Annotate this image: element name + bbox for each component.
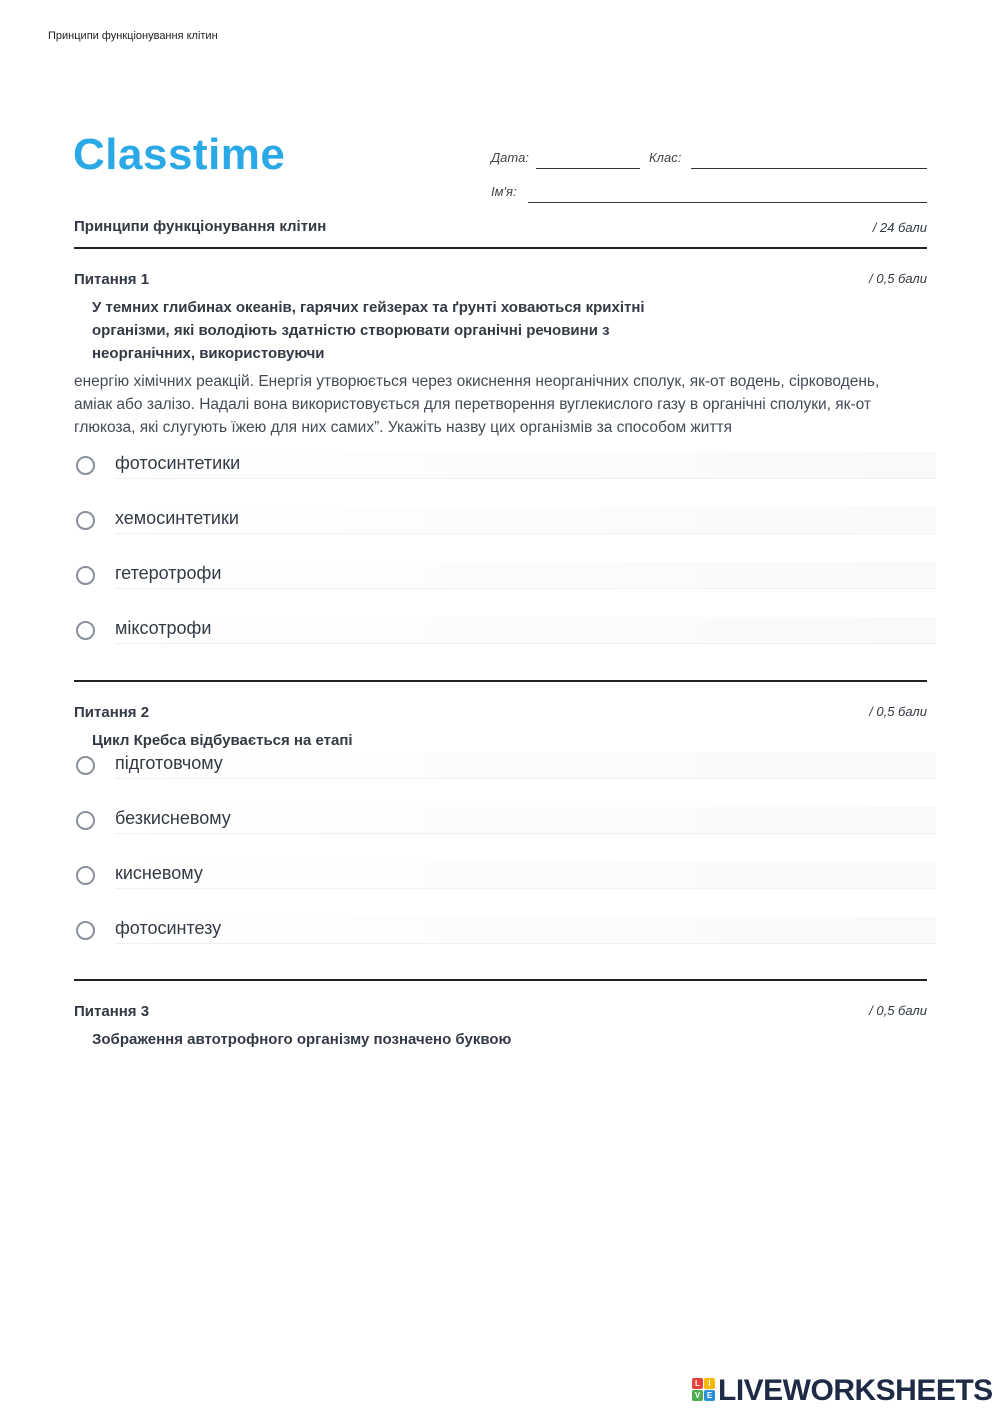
radio-button[interactable]	[76, 566, 95, 585]
option-label: кисневому	[115, 863, 203, 883]
question-2-option-2[interactable]	[74, 807, 936, 841]
radio-button[interactable]	[76, 511, 95, 530]
question-3-points: / 0,5 бали	[869, 1003, 927, 1018]
question-1-option-1[interactable]	[74, 452, 936, 486]
stem-line: організми, які володіють здатністю створювати органічні речовини з	[92, 322, 610, 339]
worksheet-title: Принципи функціонування клітин	[74, 218, 327, 235]
stem-line: У темних глибинах океанів, гарячих гейзерах та ґрунті ховаються крихітні	[92, 299, 645, 316]
radio-button[interactable]	[76, 756, 95, 775]
body-line: аміак або залізо. Надалі вона використовується для перетворення вуглекислого газу в органічні сполуки, як-от	[74, 396, 871, 413]
option-label: підготовчому	[115, 753, 223, 773]
question-3-stem: Зображення автотрофного організму позначено буквою	[92, 1031, 512, 1048]
name-label: Ім'я:	[491, 184, 517, 199]
question-2-option-4[interactable]	[74, 917, 936, 951]
question-2-points: / 0,5 бали	[869, 704, 927, 719]
question-2-option-3[interactable]	[74, 862, 936, 896]
date-label: Дата:	[491, 150, 529, 165]
question-1-points: / 0,5 бали	[869, 271, 927, 286]
question-1-body	[74, 370, 934, 439]
option-label: фотосинтезу	[115, 918, 222, 938]
body-line: глюкоза, які слугують їжею для них самих”. Укажіть назву цих організмів за способом життя	[74, 419, 733, 436]
body-line: енергію хімічних реакцій. Енергія утворюється через окиснення неорганічних сполук, як-от водень, сірководень,	[74, 373, 880, 390]
option-bar	[115, 752, 936, 779]
divider	[74, 979, 927, 981]
date-field[interactable]	[536, 168, 640, 169]
logo-block: E	[704, 1390, 715, 1401]
question-2-option-1[interactable]	[74, 752, 936, 786]
classtime-logo: Classtime	[73, 130, 286, 179]
radio-button[interactable]	[76, 921, 95, 940]
option-bar	[115, 917, 936, 944]
divider	[74, 680, 927, 682]
running-title: Принципи функціонування клітин	[48, 30, 218, 42]
class-label: Клас:	[649, 150, 682, 165]
logo-block: I	[704, 1378, 715, 1389]
radio-button[interactable]	[76, 621, 95, 640]
total-points: / 24 бали	[872, 220, 927, 235]
class-field[interactable]	[691, 168, 927, 169]
question-1-title: Питання 1	[74, 271, 150, 288]
divider	[74, 247, 927, 249]
option-bar	[115, 562, 936, 589]
question-1-option-4[interactable]	[74, 617, 936, 651]
option-label: фотосинтетики	[115, 453, 241, 473]
option-label: міксотрофи	[115, 618, 212, 638]
name-field[interactable]	[528, 202, 927, 203]
radio-button[interactable]	[76, 456, 95, 475]
option-label: безкисневому	[115, 808, 231, 828]
radio-button[interactable]	[76, 811, 95, 830]
liveworksheets-brand: LIVEWORKSHEETS	[718, 1374, 993, 1407]
logo-block: V	[692, 1390, 703, 1401]
option-bar	[115, 807, 936, 834]
liveworksheets-logo-icon	[692, 1378, 716, 1402]
option-bar	[115, 862, 936, 889]
question-1-option-3[interactable]	[74, 562, 936, 596]
option-label: хемосинтетики	[115, 508, 239, 528]
stem-line: неорганічних, використовуючи	[92, 345, 325, 362]
question-1-stem	[92, 296, 645, 365]
option-bar	[115, 617, 936, 644]
question-2-title: Питання 2	[74, 704, 150, 721]
question-2-stem: Цикл Кребса відбувається на етапі	[92, 732, 353, 749]
question-3-title: Питання 3	[74, 1003, 150, 1020]
option-label: гетеротрофи	[115, 563, 222, 583]
logo-block: L	[692, 1378, 703, 1389]
question-1-option-2[interactable]	[74, 507, 936, 541]
radio-button[interactable]	[76, 866, 95, 885]
